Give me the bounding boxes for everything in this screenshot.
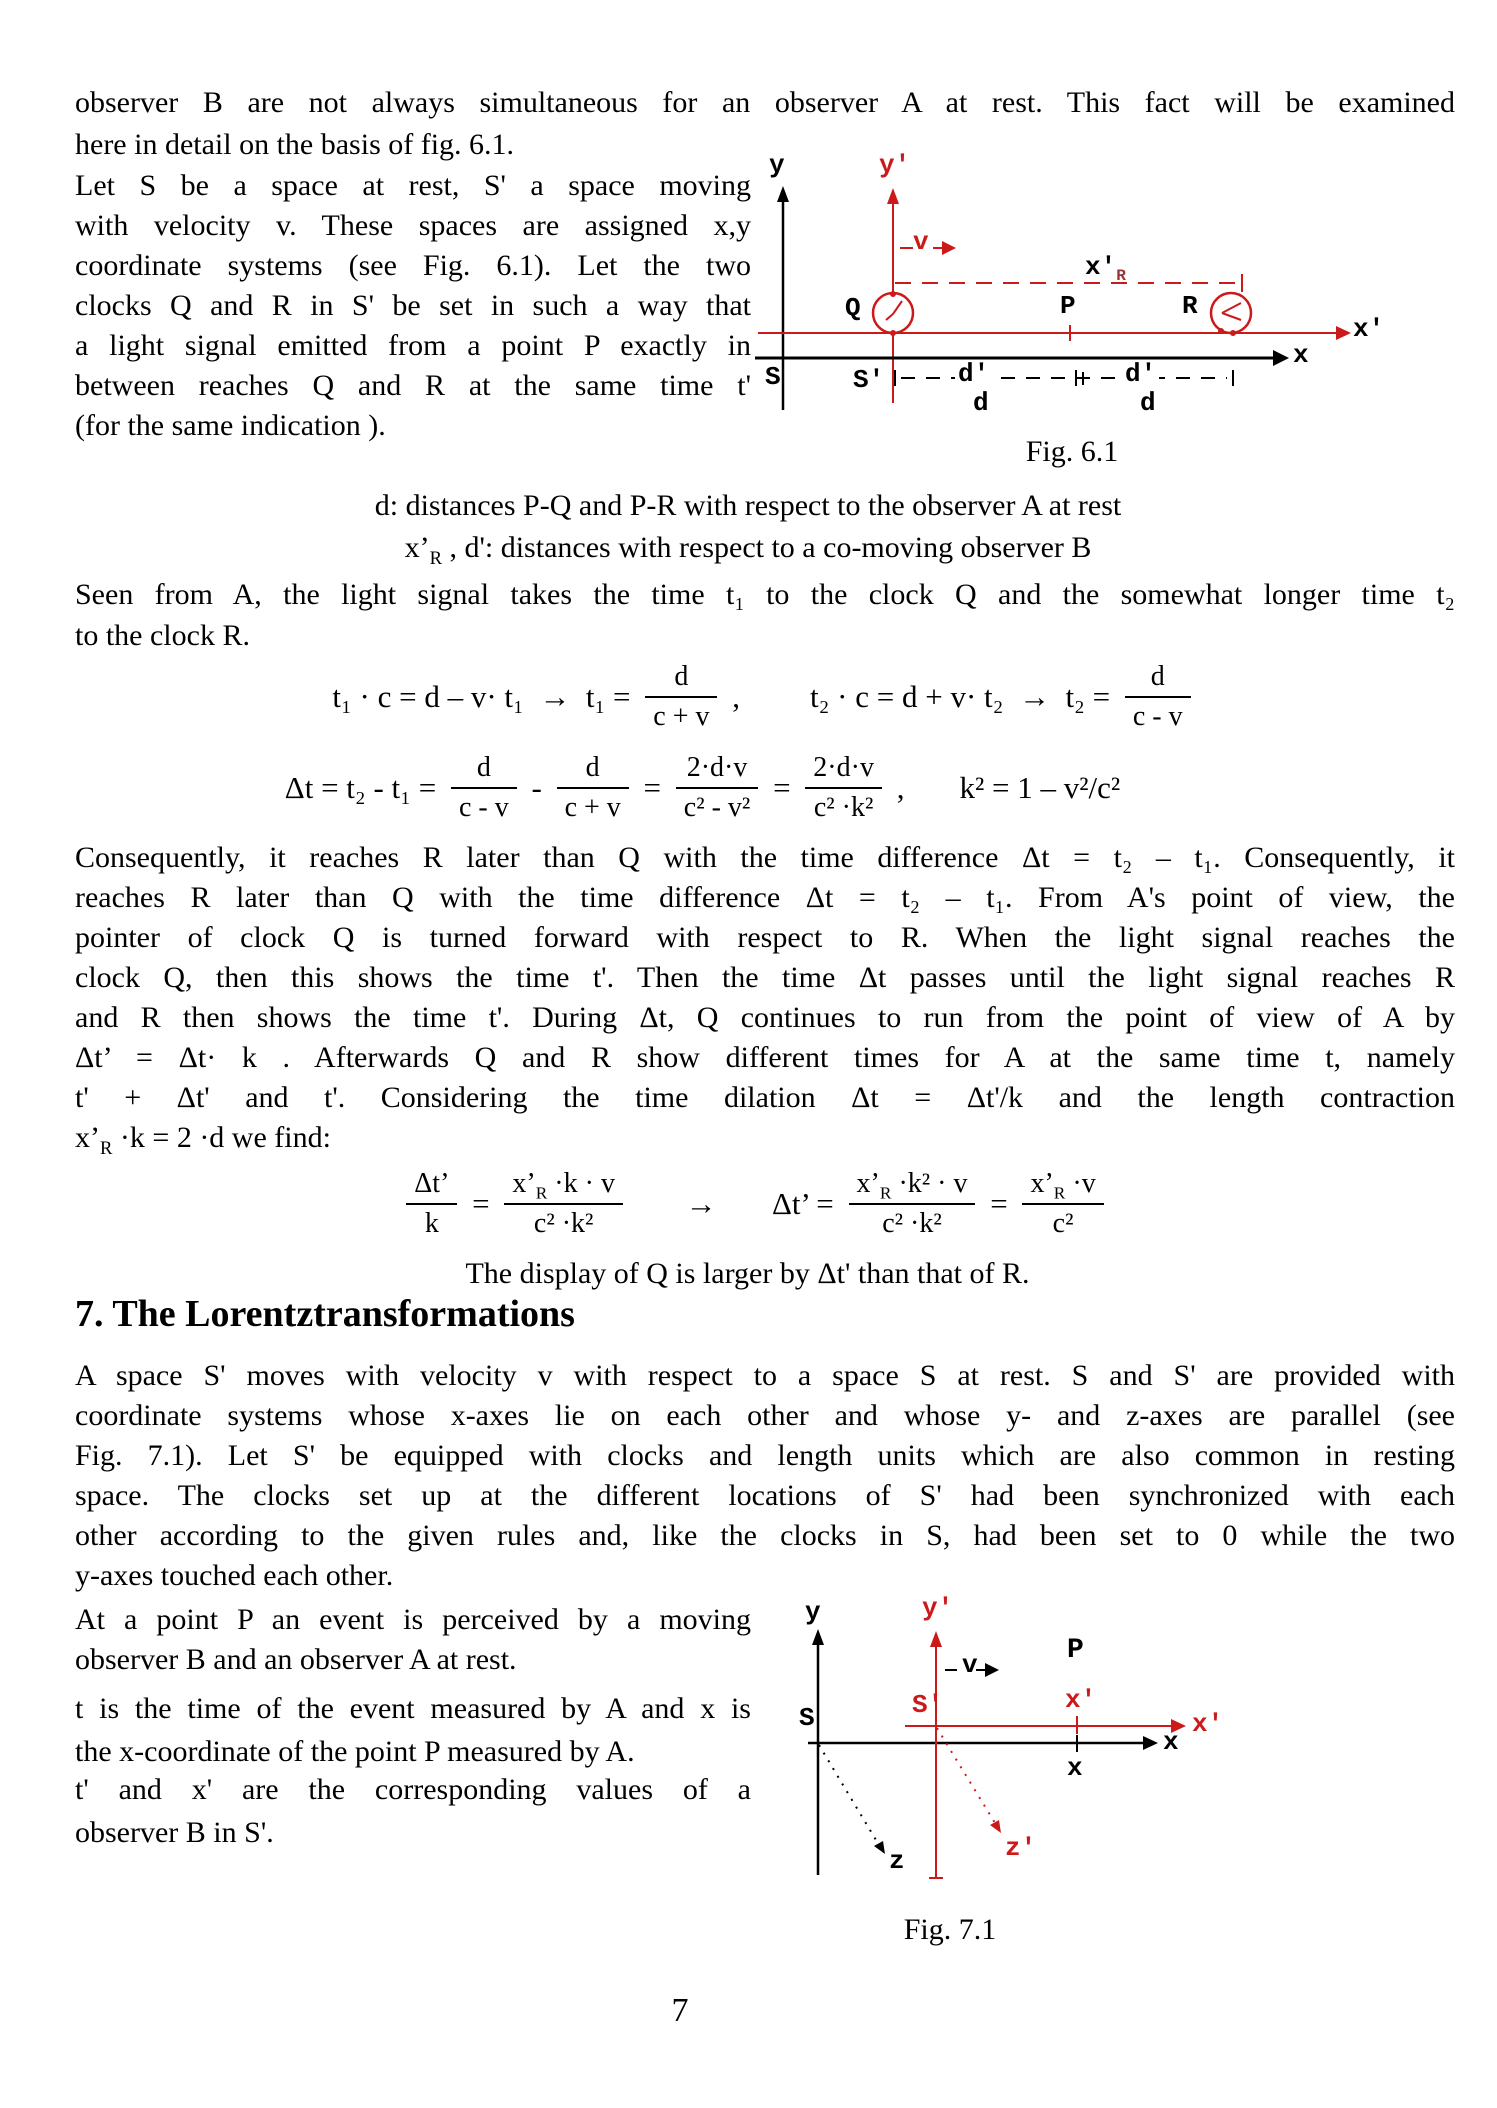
fraction: [451, 752, 517, 824]
figure-6-1: [755, 150, 1475, 480]
denominator: c² - v²: [683, 792, 751, 823]
paragraph-point-p: [75, 1600, 751, 1680]
fraction: [676, 752, 759, 824]
axis-x-label: x: [1293, 340, 1309, 370]
figure-6-1-drawing: [755, 150, 1475, 472]
text-line: the x-coordinate of the point P measured by A.: [75, 1735, 635, 1768]
text-line: with velocity v. These spaces are assigned x,y: [75, 209, 751, 242]
text-line: space. The clocks set up at the different locations of S' had been synchronized with each: [75, 1479, 1455, 1512]
eq-segment: Δt’ =: [771, 1186, 842, 1221]
eq-segment: k² = 1 – v²/c²: [959, 770, 1121, 805]
legend-line-xr: [75, 528, 1421, 568]
numerator: [504, 1168, 623, 1205]
text-line: Fig. 7.1). Let S' be equipped with clocks and length units which are also common in resting: [75, 1439, 1455, 1472]
paragraph-consequently: [75, 838, 1455, 1158]
axis-x-prime-label: x': [1353, 314, 1385, 344]
legend-xr-base: x’: [404, 531, 430, 564]
text-line: coordinate systems whose x-axes lie on each other and whose y- and z-axes are parallel (see: [75, 1399, 1455, 1432]
fraction: [406, 1168, 457, 1240]
text-line: At a point P an event is perceived by a moving: [75, 1603, 751, 1636]
xr-base: x': [1085, 252, 1117, 282]
axis-z-label: z: [889, 1846, 905, 1876]
paragraph-setup: [75, 166, 751, 446]
denominator: c²: [1052, 1208, 1074, 1239]
figure-7-1-caption: Fig. 7.1: [903, 1913, 997, 1946]
text-line: to the clock R.: [75, 619, 250, 652]
page-number: 7: [671, 1992, 689, 2029]
xr-distance-label: [1085, 252, 1126, 286]
denominator: c + v: [564, 792, 621, 823]
text-line: Consequently, it reaches R later than Q with the time difference Δt = t₂ – t₁. Consequently, it: [75, 841, 1455, 874]
denominator: c - v: [1132, 701, 1183, 732]
axis-y-prime-label: y': [879, 150, 911, 180]
text-line: y-axes touched each other.: [75, 1559, 394, 1592]
eq-segment: =: [635, 770, 669, 805]
fraction: [1125, 661, 1191, 733]
text-line: t' and x' are the corresponding values of a: [75, 1773, 751, 1806]
num-rest: ·v: [1065, 1167, 1096, 1199]
fraction: [557, 752, 629, 824]
numerator: d: [645, 661, 717, 698]
fraction: [645, 661, 717, 733]
text-line: Δt’ = Δt· k . Afterwards Q and R show different times for A at the same time t, namely: [75, 1041, 1455, 1074]
text-line: coordinate systems (see Fig. 6.1). Let the two: [75, 249, 751, 282]
section-heading: 7. The Lorentztransformations: [75, 1293, 575, 1335]
text-line: A space S' moves with velocity v with respect to a space S at rest. S and S' are provided with: [75, 1359, 1455, 1392]
figure-6-1-caption: Fig. 6.1: [1025, 435, 1119, 468]
distance-d-prime-label: d': [955, 361, 992, 387]
text-line: observer B in S'.: [75, 1816, 274, 1849]
numerator: d: [557, 752, 629, 789]
text-line: here in detail on the basis of fig. 6.1.: [75, 128, 515, 161]
text-line: t' + Δt' and t'. Considering the time dilation Δt = Δt'/k and the length contraction: [75, 1081, 1455, 1114]
fraction: [1022, 1168, 1103, 1240]
legend-line-d: d: distances P-Q and P-R with respect to the observer A at rest: [374, 489, 1122, 522]
paragraph-lorentz-intro: [75, 1356, 1455, 1596]
paragraph-seen-from-a: [75, 574, 1455, 656]
distance-d-label: d: [1140, 388, 1156, 418]
eq-segment: =: [982, 1186, 1016, 1221]
numerator: Δt’: [406, 1168, 457, 1205]
text-line: t is the time of the event measured by A and x is: [75, 1692, 751, 1725]
paragraph-time-t: [75, 1687, 751, 1773]
denominator: k: [424, 1208, 439, 1239]
xr-subscript: R: [879, 1183, 892, 1203]
velocity-label: v: [913, 227, 929, 257]
fraction: [504, 1168, 623, 1240]
distance-d-prime-label: d': [1122, 361, 1159, 387]
numerator: d: [1125, 661, 1191, 698]
point-p-label: P: [1060, 291, 1076, 321]
axis-y-prime-label: y': [922, 1593, 954, 1623]
num-rest: ·k · v: [547, 1167, 615, 1199]
eq-segment: t₁ · c = d – v· t₁ → t₁ =: [332, 679, 639, 714]
clock-r-label: R: [1182, 291, 1198, 321]
figure-7-1: [755, 1595, 1475, 1970]
axis-y-label: y: [769, 150, 785, 180]
eq-segment: =: [464, 1186, 498, 1221]
xr-base: x’: [75, 1121, 100, 1154]
figure-7-1-drawing: [755, 1595, 1475, 1907]
eq-arrow: →: [669, 1186, 732, 1221]
frame-s-label: S: [799, 1703, 815, 1733]
eq-segment: -: [523, 770, 550, 805]
text-rest: ·k = 2 ·d we find:: [112, 1121, 331, 1154]
text-line: Seen from A, the light signal takes the time t₁ to the clock Q and the somewhat longer time t₂: [75, 578, 1455, 611]
frame-s-prime-label: S': [912, 1690, 944, 1720]
xr-base: x’: [1030, 1167, 1054, 1199]
fraction: [849, 1168, 976, 1240]
text-line: between reaches Q and R at the same time t': [75, 369, 751, 402]
equation-t1-t2: [107, 656, 1423, 738]
eq-segment: =: [765, 770, 799, 805]
xr-subscript: R: [535, 1183, 548, 1203]
coordinate-x-label: x: [1067, 1753, 1083, 1783]
paragraph-t-prime: [75, 1768, 751, 1854]
xr-base: x’: [512, 1167, 536, 1199]
frame-s-label: S: [765, 362, 781, 392]
eq-segment: Δt = t₂ - t₁ =: [284, 770, 444, 805]
denominator: c² ·k²: [533, 1208, 594, 1239]
axis-x-prime-label: x': [1192, 1709, 1224, 1739]
fraction: [805, 752, 882, 824]
text-line: observer B are not always simultaneous for an observer A at rest. This fact will be examined: [75, 86, 1455, 119]
equation-delta-t: [75, 744, 1330, 832]
frame-s-prime-label: S': [853, 365, 885, 395]
distance-d-label: d: [973, 388, 989, 418]
num-rest: ·k² · v: [891, 1167, 968, 1199]
eq-segment: ,: [888, 770, 905, 805]
numerator: [849, 1168, 976, 1205]
text-line: [75, 1118, 1455, 1158]
axis-z-prime-label: z': [1005, 1833, 1037, 1863]
numerator: 2·d·v: [805, 752, 882, 789]
xr-subscript: R: [1053, 1183, 1066, 1203]
denominator: c + v: [653, 701, 710, 732]
text-line: other according to the given rules and, like the clocks in S, had been set to 0 while the two: [75, 1519, 1455, 1552]
numerator: 2·d·v: [676, 752, 759, 789]
denominator: c² ·k²: [813, 792, 874, 823]
legend-xr-subscript: R: [429, 548, 442, 569]
text-line: Let S be a space at rest, S' a space moving: [75, 169, 751, 202]
xr-base: x’: [856, 1167, 880, 1199]
axis-x-label: x: [1163, 1727, 1179, 1757]
velocity-label: v: [962, 1650, 978, 1680]
text-line: reaches R later than Q with the time difference Δt = t₂ – t₁. From A's point of view, the: [75, 881, 1455, 914]
numerator: [1022, 1168, 1103, 1205]
coordinate-x-prime-label: x': [1065, 1685, 1097, 1715]
clock-q-label: Q: [845, 293, 861, 323]
denominator: c² ·k²: [882, 1208, 942, 1239]
text-line: and R then shows the time t'. During Δt, Q continues to run from the point of view of A by: [75, 1001, 1455, 1034]
point-p-label: P: [1067, 1635, 1084, 1666]
denominator: c - v: [458, 792, 509, 823]
legend-xr-rest: , d': distances with respect to a co-moving observer B: [441, 531, 1092, 564]
numerator: d: [451, 752, 517, 789]
equation-delta-t-prime: [75, 1154, 1435, 1254]
text-line: observer B and an observer A at rest.: [75, 1643, 517, 1676]
display-statement: The display of Q is larger by Δt' than that of R.: [465, 1257, 1030, 1290]
text-line: a light signal emitted from a point P exactly in: [75, 329, 751, 362]
axis-y-label: y: [805, 1597, 821, 1627]
xr-subscript: R: [1116, 267, 1126, 286]
text-line: clock Q, then this shows the time t'. Then the time Δt passes until the light signal reaches R: [75, 961, 1455, 994]
xr-subscript: R: [100, 1138, 113, 1159]
eq-segment: ,: [724, 679, 740, 714]
text-line: pointer of clock Q is turned forward with respect to R. When the light signal reaches the: [75, 921, 1455, 954]
text-line: clocks Q and R in S' be set in such a way that: [75, 289, 751, 322]
eq-segment: t₂ · c = d + v· t₂ → t₂ =: [809, 679, 1118, 714]
text-line: (for the same indication ).: [75, 409, 386, 442]
